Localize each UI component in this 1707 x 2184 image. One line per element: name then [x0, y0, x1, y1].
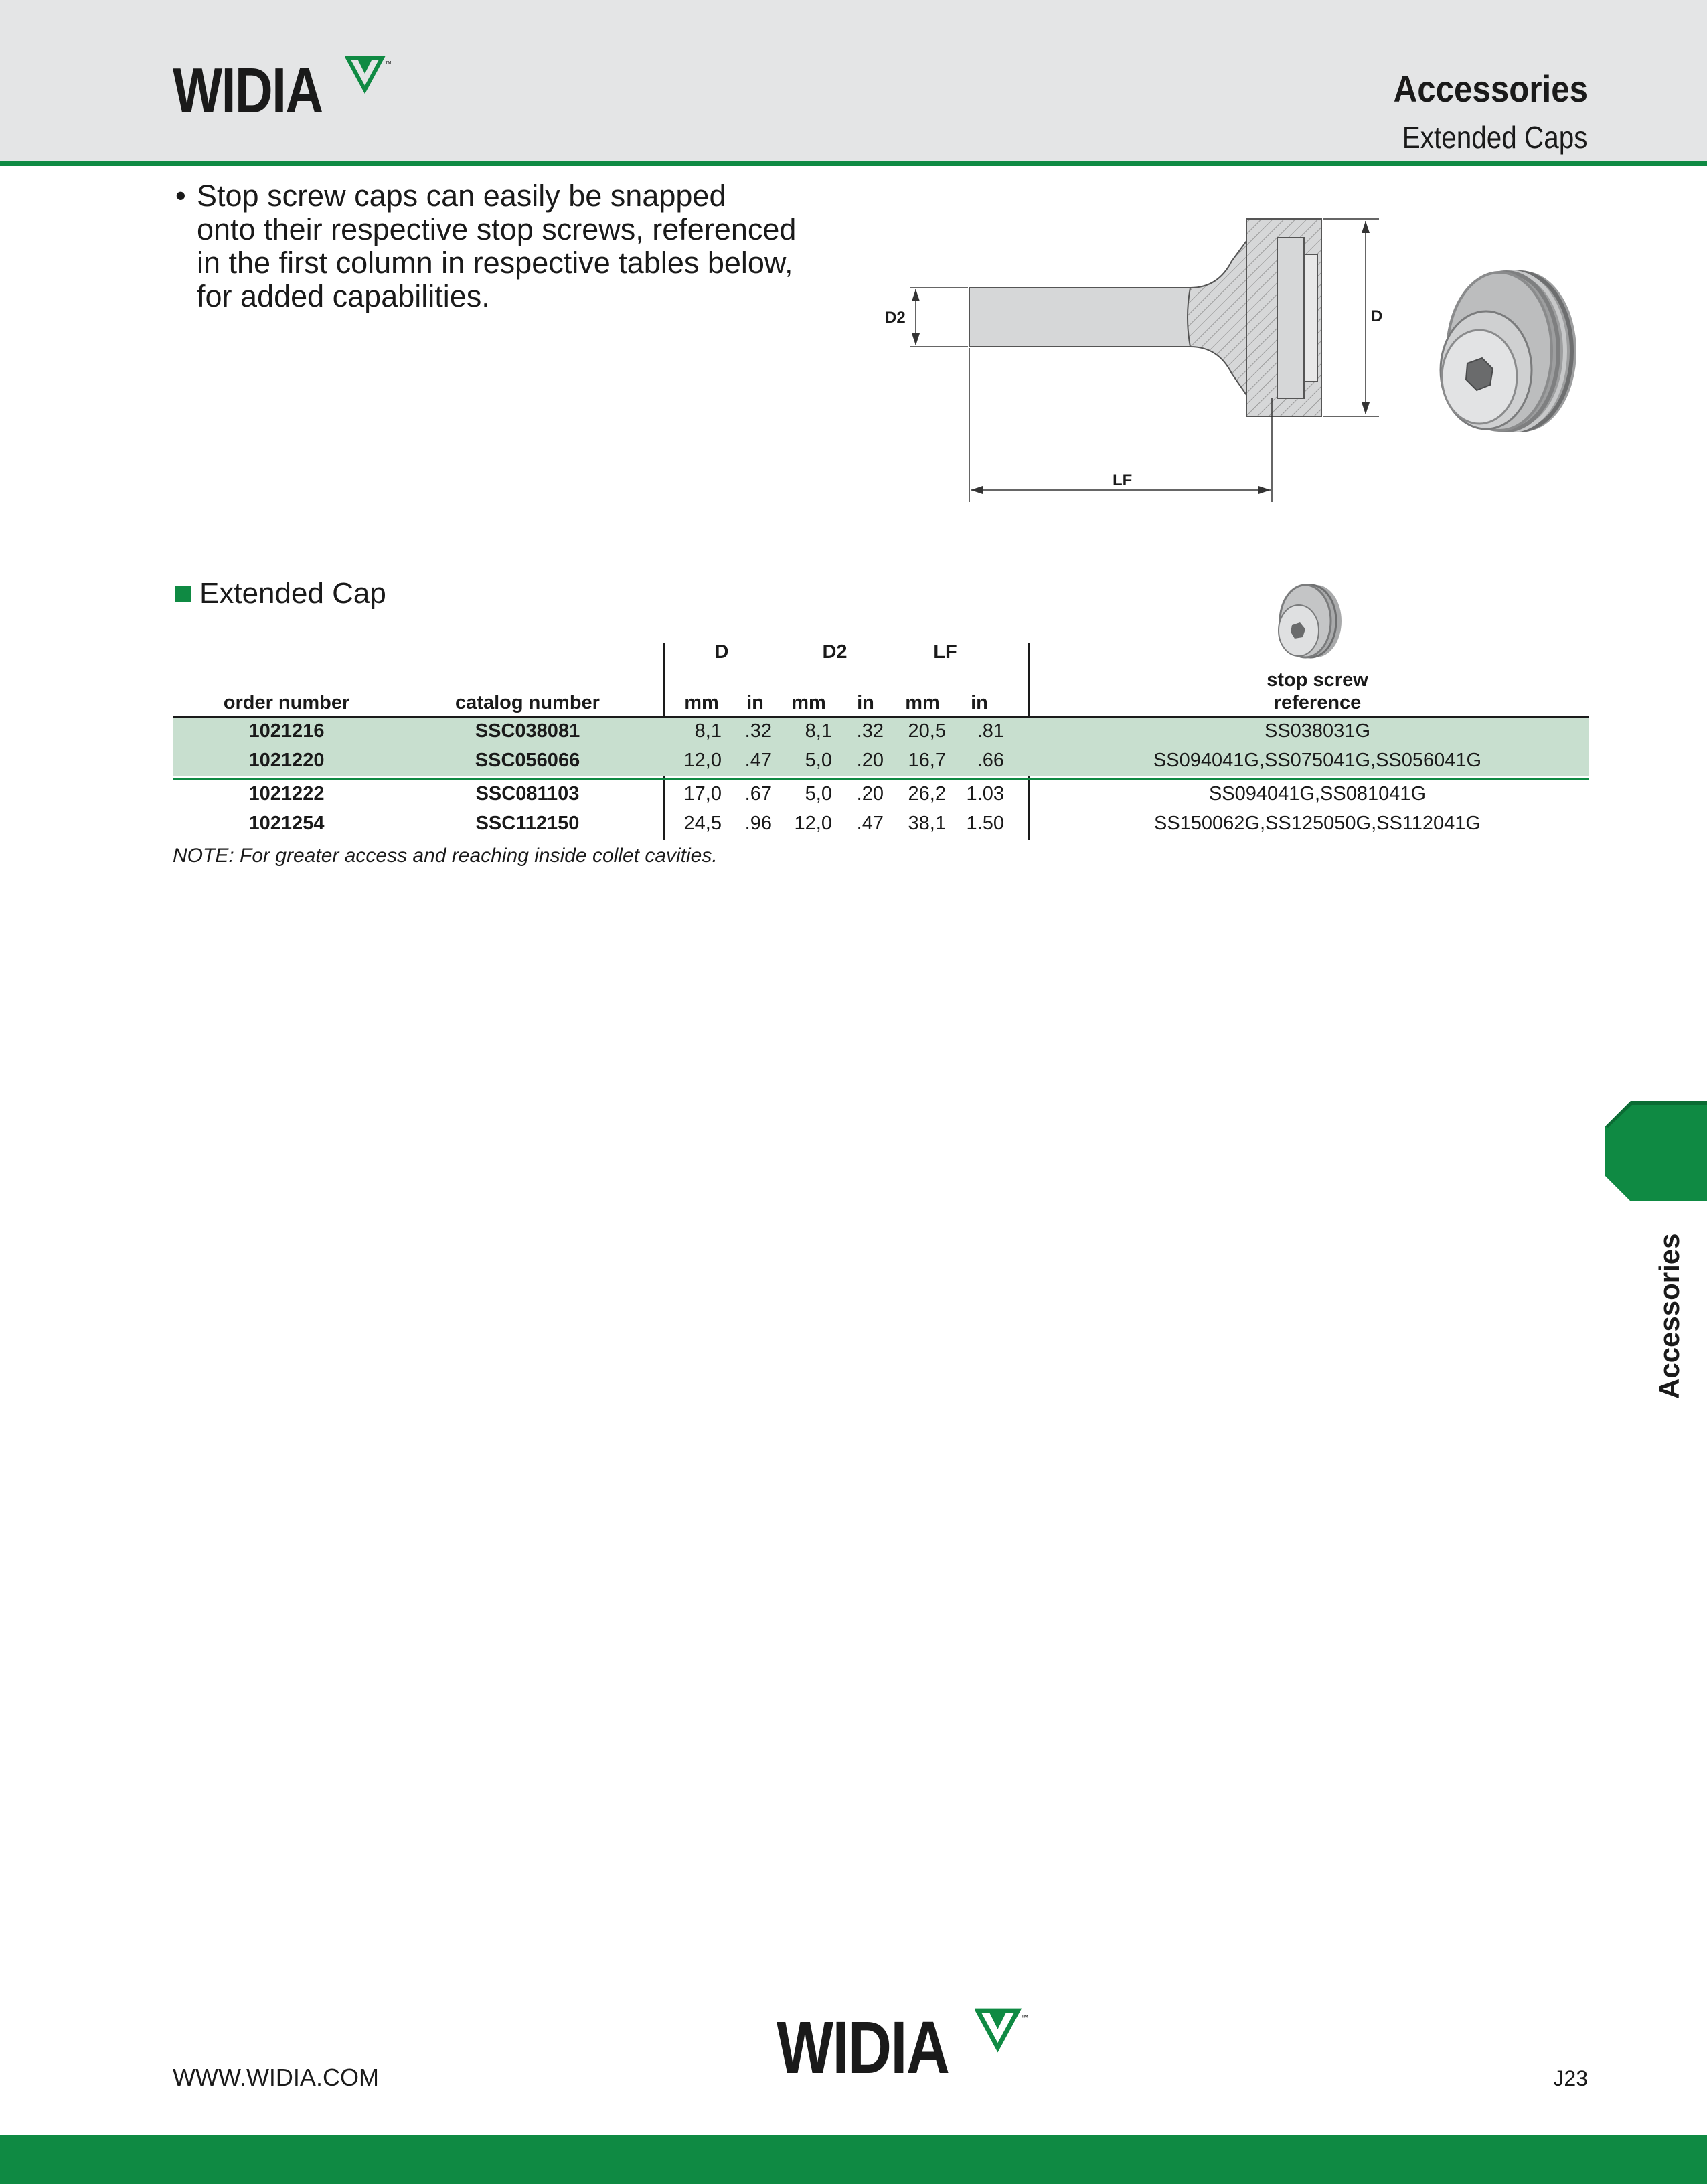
bullet-dot: • [175, 179, 186, 213]
table-cell-d-mm: 24,5 [683, 813, 722, 834]
svg-text:™: ™ [1020, 2013, 1029, 2022]
table-cell-d-in: .67 [744, 783, 772, 805]
section-subtitle: Extended Caps [1402, 120, 1588, 155]
table-cell-d-in: .47 [744, 750, 772, 771]
table-cell-d-in: .96 [744, 813, 772, 834]
cap-dimension-diagram [870, 201, 1392, 509]
group-rule-line [173, 778, 1589, 780]
col-header-d-mm: mm [684, 692, 719, 713]
table-cell-ref: SS038031G [1264, 720, 1370, 742]
table-cell-ref: SS094041G,SS081041G [1208, 783, 1427, 805]
table-cell-lf-in: .81 [977, 720, 1004, 742]
stop-screw-cap-icon [1412, 258, 1593, 445]
extended-cap-table [173, 636, 1589, 840]
side-tab-label[interactable]: Accessories [1653, 1233, 1685, 1399]
col-header-d-in: in [746, 692, 764, 713]
widia-logo [173, 55, 398, 127]
table-cell-d2-mm: 5,0 [805, 783, 832, 805]
widia-logo-icon [345, 55, 398, 95]
col-header-catalog: catalog number [455, 692, 600, 713]
logo-text: WIDIA [173, 55, 323, 127]
table-cell-catalog: SSC038081 [475, 720, 580, 742]
table-cell-catalog: SSC056066 [475, 750, 580, 771]
table-cell-lf-in: 1.50 [966, 813, 1004, 834]
table-cell-order: 1021220 [248, 750, 325, 771]
section-title: Accessories [1393, 68, 1588, 110]
table-cell-order: 1021254 [248, 813, 325, 834]
svg-text:™: ™ [384, 60, 392, 68]
table-cell-lf-mm: 16,7 [908, 750, 946, 771]
table-note: NOTE: For greater access and reaching inside collet cavities. [173, 845, 718, 867]
col-header-ref-1: stop screw [1267, 669, 1368, 691]
label-lf: LF [1113, 471, 1133, 489]
green-square-icon [175, 586, 191, 602]
page-number: J23 [1553, 2066, 1588, 2090]
table-cell-d2-in: .47 [856, 813, 884, 834]
table-cell-d2-mm: 12,0 [794, 813, 832, 834]
footer-band [0, 2135, 1707, 2184]
col-header-d2-mm: mm [791, 692, 826, 713]
widia-logo-footer [777, 2007, 1036, 2089]
table-cell-order: 1021222 [248, 783, 325, 805]
table-cell-ref: SS094041G,SS075041G,SS056041G [1153, 750, 1482, 771]
stop-screw-icon [1264, 582, 1351, 663]
col-header-ref-2: reference [1273, 692, 1362, 713]
table-cell-lf-mm: 20,5 [908, 720, 946, 742]
table-cell-d2-in: .20 [856, 750, 884, 771]
side-tab-icon [1605, 1101, 1707, 1201]
table-cell-d2-mm: 5,0 [805, 750, 832, 771]
table-cell-d-mm: 8,1 [694, 720, 722, 742]
col-header-lf-mm: mm [905, 692, 940, 713]
intro-bullet [175, 179, 845, 313]
table-cell-order: 1021216 [248, 720, 325, 742]
group-header-d2: D2 [822, 641, 847, 663]
widia-logo-icon [975, 2007, 1036, 2054]
table-cell-lf-in: .66 [977, 750, 1004, 771]
group-header-lf: LF [933, 641, 957, 663]
header-rule [0, 161, 1707, 166]
label-d: D [1371, 307, 1383, 325]
col-header-order: order number [223, 692, 350, 713]
table-cell-d2-mm: 8,1 [805, 720, 832, 742]
group-header-d: D [714, 641, 729, 663]
table-cell-lf-mm: 38,1 [908, 813, 946, 834]
footer-url[interactable]: WWW.WIDIA.COM [173, 2064, 379, 2091]
table-cell-d-mm: 17,0 [683, 783, 722, 805]
table-cell-lf-mm: 26,2 [908, 783, 946, 805]
table-cell-d2-in: .20 [856, 783, 884, 805]
intro-text: Stop screw caps can easily be snapped onto their respective stop screws, referenced in the first column in respective tables below, for added capabilities. [197, 179, 797, 313]
table-cell-d-in: .32 [744, 720, 772, 742]
table-cell-lf-in: 1.03 [966, 783, 1004, 805]
table-cell-ref: SS150062G,SS125050G,SS112041G [1153, 813, 1481, 834]
col-header-d2-in: in [857, 692, 874, 713]
table-cell-d2-in: .32 [856, 720, 884, 742]
table-cell-catalog: SSC081103 [475, 783, 580, 805]
block-title [175, 577, 386, 610]
block-title-text: Extended Cap [199, 577, 386, 610]
label-d2: D2 [885, 309, 906, 327]
table-cell-d-mm: 12,0 [683, 750, 722, 771]
logo-text-footer: WIDIA [777, 2007, 949, 2089]
col-header-lf-in: in [971, 692, 988, 713]
table-cell-catalog: SSC112150 [475, 813, 580, 834]
